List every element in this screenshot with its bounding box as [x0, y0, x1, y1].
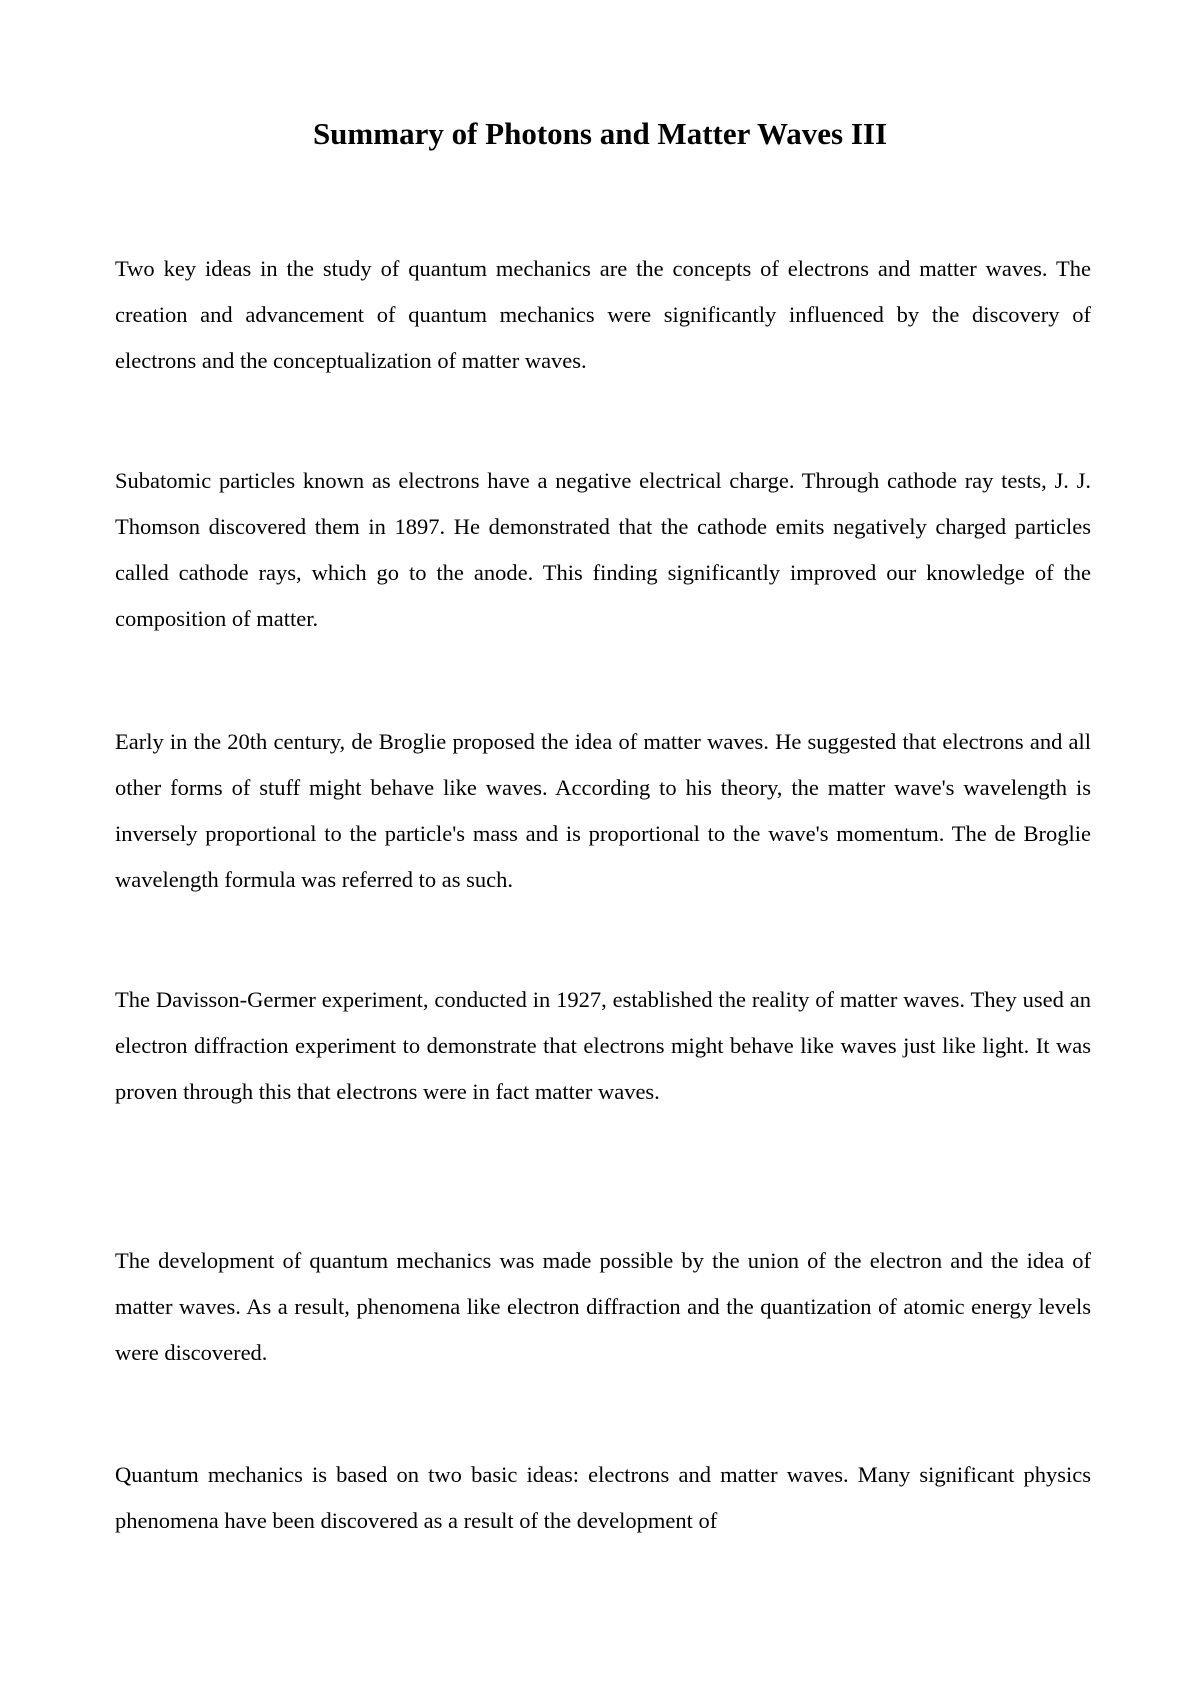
page-title: Summary of Photons and Matter Waves III	[312, 116, 888, 151]
paragraph-electrons-matter-waves-intro: Two key ideas in the study of quantum mechanics are the concepts of electrons and matter waves. The creation and advancement of quantum mechanics were significantly influenced by the discovery of electrons and the conceptualization of matter waves.	[115, 256, 1091, 373]
paragraph-quantum-development: The development of quantum mechanics was made possible by the union of the electron and the idea of matter waves. As a result, phenomena like electron diffraction and the quantization of atomic energy levels were discovered.	[115, 1248, 1091, 1365]
paragraph-conclusion: Quantum mechanics is based on two basic ideas: electrons and matter waves. Many significant physics phenomena have been discovered as a result of the development of	[115, 1462, 1091, 1533]
paragraph-davisson-germer: The Davisson-Germer experiment, conducted in 1927, established the reality of matter waves. They used an electron diffraction experiment to demonstrate that electrons might behave like waves just like light. It was proven through this that electrons were in fact matter waves.	[115, 987, 1091, 1104]
paragraph-electron-discovery: Subatomic particles known as electrons have a negative electrical charge. Through cathode ray tests, J. J. Thomson discovered them in 1897. He demonstrated that the cathode emits negatively charged particles called cathode rays, which go to the anode. This finding significantly improved our knowledge of the composition of matter.	[115, 468, 1091, 631]
paragraph-de-broglie: Early in the 20th century, de Broglie proposed the idea of matter waves. He suggested that electrons and all other forms of stuff might behave like waves. According to his theory, the matter wave's wavelength is inversely proportional to the particle's mass and is proportional to the wave's momentum. The de Broglie wavelength formula was referred to as such.	[115, 729, 1091, 892]
